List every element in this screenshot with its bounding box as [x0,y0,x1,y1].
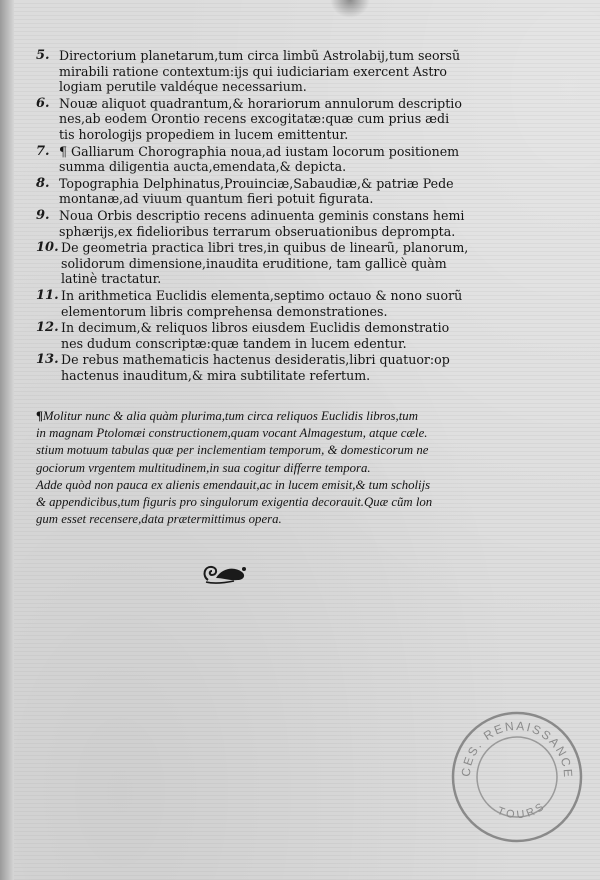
entry-line: elementorum libris comprehensa demonstrationes. [61,303,388,319]
entry-line: hactenus inauditum,& mira subtilitate refertum. [61,367,371,383]
list-entry-10 [36,240,556,287]
closing-line: in magnam Ptolomæi constructionem,quam vocant Almagestum, atque cæle. [36,426,428,441]
entry-number: 6. [36,95,50,111]
entry-line: De rebus mathematicis hactenus desideratis,libri quatuor:op [61,352,450,368]
entry-line: sphærijs,ex fidelioribus terrarum obseruationibus deprompta. [59,223,456,239]
entry-line: mirabili ratione contextum:ijs qui iudiciariam exercent Astro [59,63,447,79]
entry-line: summa diligentia aucta,emendata,& depicta. [59,159,347,175]
entry-line: nes dudum conscriptæ:quæ tandem in lucem edentur. [61,335,407,351]
closing-line: stium motuum tabulas quæ per inclementiam temporum, & domesticorum ne [36,443,429,458]
ink-smudge [330,0,370,18]
numbered-list [36,48,556,384]
closing-line [36,408,566,425]
entry-number: 8. [36,175,50,191]
list-entry-9 [36,208,556,239]
entry-line: Directorium planetarum,tum circa limbũ Astrolabij,tum seorsũ [59,48,461,63]
entry-line: montanæ,ad viuum quantum fieri potuit figurata. [59,191,374,207]
entry-line: De geometria practica libri tres,in quibus de linearũ, planorum, [61,240,469,256]
closing-paragraph [36,408,566,528]
entry-number: 10. [36,240,59,256]
stamp-top-text: CES. RENAISSANCE [458,718,576,780]
entry-number: 7. [36,143,50,159]
closing-line: Adde quòd non pauca ex alienis emendauit,ac in lucem emisit,& tum scholijs [36,477,431,492]
closing-line: & appendicibus,tum figuris pro singulorum exigentia decorauit.Quæ cũm lon [36,495,433,510]
entry-number: 9. [36,207,50,223]
list-entry-5 [36,48,556,95]
entry-line: In arithmetica Euclidis elementa,septimo octauo & nono suorũ [61,287,463,303]
closing-line-text: Molitur nunc & alia quàm plurima,tum circa reliquos Euclidis libros,tum [42,409,418,423]
list-entry-7 [36,144,556,175]
library-stamp [448,708,586,846]
list-entry-11 [36,288,556,319]
entry-number: 5. [36,48,50,63]
list-entry-8 [36,176,556,207]
entry-line: latinè tractatur. [61,271,162,287]
page-edge [0,0,14,880]
svg-text:TOURS [496,800,549,822]
entry-line: nes,ab eodem Orontio recens excogitatæ:quæ cum prius ædi [59,111,450,127]
list-entry-12 [36,320,556,351]
entry-number: 11. [36,287,59,303]
closing-line: gum esset recensere,data prætermittimus opera. [36,512,282,527]
entry-line: Topographia Delphinatus,Prouinciæ,Sabaudiæ,& patriæ Pede [59,175,454,191]
entry-line: logiam perutile valdéque necessarium. [59,79,307,95]
entry-line: ¶ Galliarum Chorographia noua,ad iustam locorum positionem [59,143,460,159]
entry-line: solidorum dimensione,inaudita eruditione, tam gallicè quàm [61,255,447,271]
fleuron-ornament-icon [200,560,250,586]
entry-number: 12. [36,320,59,336]
list-entry-13 [36,352,556,383]
entry-number: 13. [36,352,59,368]
entry-line: Noua Orbis descriptio recens adinuenta geminis constans hemi [59,207,465,223]
entry-line: In decimum,& reliquos libros eiusdem Euclidis demonstratio [61,320,450,336]
entry-line: tis horologijs propediem in lucem emittentur. [59,126,349,142]
list-entry-6 [36,96,556,143]
closing-line: gociorum vrgentem multitudinem,in sua cogitur differre tempora. [36,460,371,475]
pilcrow-mark: ¶ [36,409,43,423]
entry-line: Nouæ aliquot quadrantum,& horariorum annulorum descriptio [59,95,462,111]
stamp-bottom-text: TOURS [495,799,549,822]
